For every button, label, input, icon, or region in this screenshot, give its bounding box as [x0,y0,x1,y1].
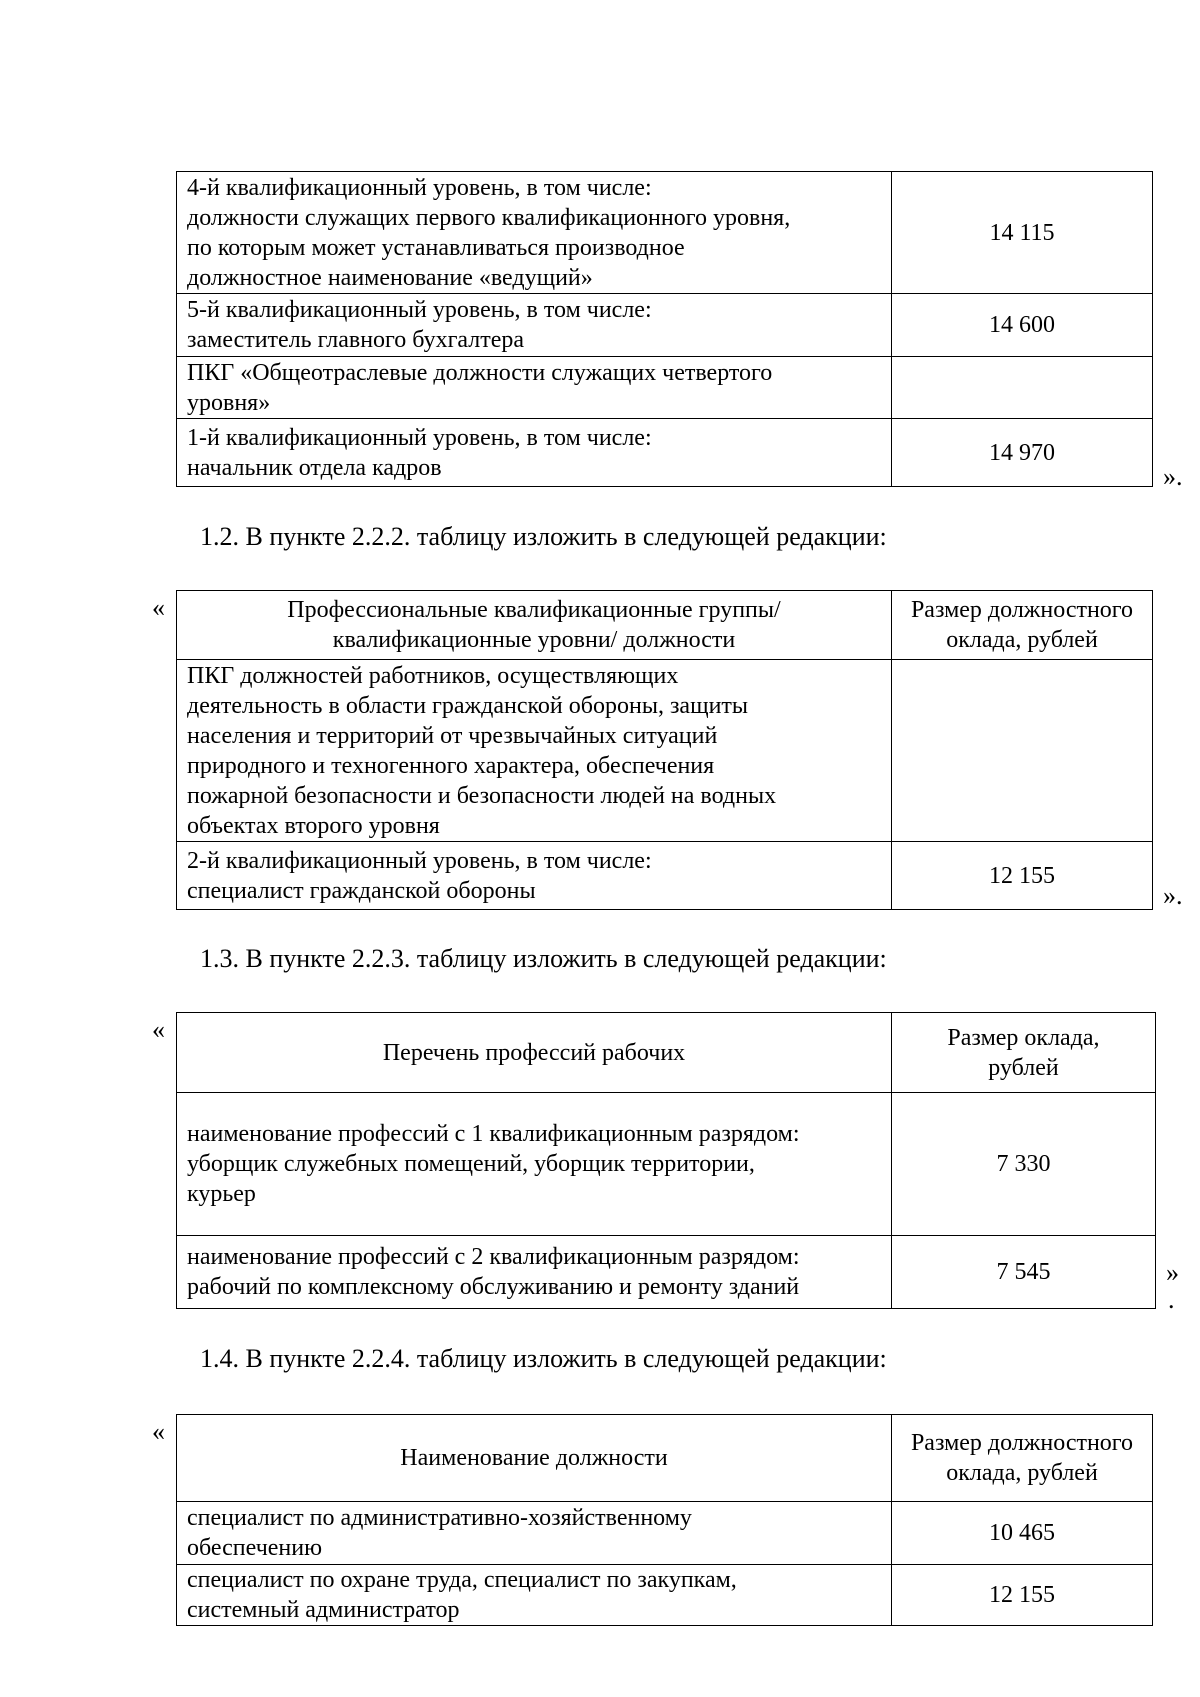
table-row [177,357,1153,419]
row-value-cell: 7 330 [892,1093,1156,1236]
row-name-cell: 2-й квалификационный уровень, в том числе: специалист гражданской обороны [177,842,892,910]
salary-table-1 [176,171,1153,487]
row-value-cell: 14 600 [892,294,1153,357]
table-row [177,1236,1156,1309]
table-row [177,172,1153,294]
row-value-cell: 10 465 [892,1502,1153,1565]
row-name-cell: наименование профессий с 2 квалификационным разрядом: рабочий по комплексному обслуживанию и ремонту зданий [177,1236,892,1309]
closing-dot: . [1168,1285,1175,1314]
row-name-cell: специалист по административно-хозяйственному обеспечению [177,1502,892,1565]
row-value-cell: 14 970 [892,419,1153,487]
row-name-cell: специалист по охране труда, специалист по закупкам, системный администратор [177,1565,892,1626]
table-row [177,1093,1156,1236]
paragraph-1-4: 1.4. В пункте 2.2.4. таблицу изложить в следующей редакции: [200,1344,887,1373]
row-name-cell: ПКГ должностей работников, осуществляющих деятельность в области гражданской обороны, защиты населения и территорий от чрезвычайных ситуаций природного и техногенного характера, обеспечения пожарной безопасности и безопасности людей на водных объектах второго уровня [177,660,892,842]
opening-quote: « [152,1015,165,1044]
row-name-cell: 1-й квалификационный уровень, в том числе: начальник отдела кадров [177,419,892,487]
row-value-cell: 7 545 [892,1236,1156,1309]
closing-quote: » [1166,1258,1179,1287]
table-row [177,419,1153,487]
salary-table-4 [176,1414,1153,1626]
table-header-row [177,1415,1153,1502]
row-value-cell: 12 155 [892,1565,1153,1626]
opening-quote: « [152,593,165,622]
header-name-cell: Профессиональные квалификационные группы/ квалификационные уровни/ должности [177,591,892,660]
row-value-cell [892,660,1153,842]
header-value-cell: Размер должностного оклада, рублей [892,1415,1153,1502]
salary-table-2 [176,590,1153,910]
row-name-cell: 4-й квалификационный уровень, в том числе: должности служащих первого квалификационного уровня, по которым может устанавливаться производное должностное наименование «ведущий» [177,172,892,294]
row-value-cell: 14 115 [892,172,1153,294]
row-name-cell: ПКГ «Общеотраслевые должности служащих четвертого уровня» [177,357,892,419]
closing-quote: ». [1163,881,1183,910]
header-value-cell: Размер должностного оклада, рублей [892,591,1153,660]
row-name-cell: 5-й квалификационный уровень, в том числе: заместитель главного бухгалтера [177,294,892,357]
header-name-cell: Наименование должности [177,1415,892,1502]
salary-table-3 [176,1012,1156,1309]
paragraph-1-3: 1.3. В пункте 2.2.3. таблицу изложить в следующей редакции: [200,944,887,973]
table-row [177,1565,1153,1626]
table-row [177,294,1153,357]
table-header-row [177,1013,1156,1093]
table-row [177,660,1153,842]
row-value-cell: 12 155 [892,842,1153,910]
header-name-cell: Перечень профессий рабочих [177,1013,892,1093]
table-row [177,842,1153,910]
header-value-cell: Размер оклада, рублей [892,1013,1156,1093]
row-value-cell [892,357,1153,419]
paragraph-1-2: 1.2. В пункте 2.2.2. таблицу изложить в следующей редакции: [200,522,887,551]
table-row [177,1502,1153,1565]
closing-quote: ». [1163,462,1183,491]
table-header-row [177,591,1153,660]
opening-quote: « [152,1417,165,1446]
row-name-cell: наименование профессий с 1 квалификационным разрядом: уборщик служебных помещений, уборщик территории, курьер [177,1093,892,1236]
